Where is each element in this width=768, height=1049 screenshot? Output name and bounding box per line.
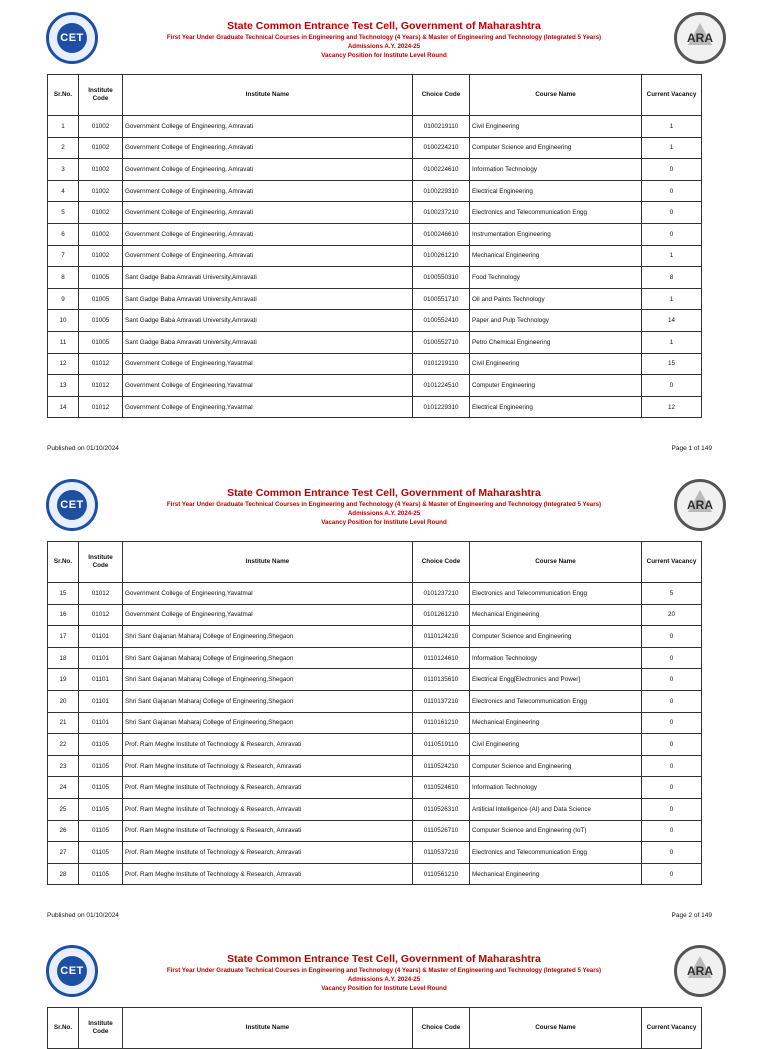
sr-no-cell: 6 xyxy=(48,223,79,245)
header-vacancy-title: Vacancy Position for Institute Level Round xyxy=(321,985,447,992)
page-number: Page 1 of 149 xyxy=(671,445,712,452)
institute-code-cell: 01105 xyxy=(79,734,123,756)
table-header-row xyxy=(48,75,702,116)
vacancy-table xyxy=(47,541,702,885)
col-institute-name: Institute Name xyxy=(123,542,413,583)
header-title: State Common Entrance Test Cell, Government of Maharashtra xyxy=(227,953,541,965)
header-titles xyxy=(110,20,658,60)
table-row xyxy=(48,245,702,267)
choice-code-cell: 0100550310 xyxy=(413,267,470,289)
course-name-cell: Electrical Engg[Electronics and Power] xyxy=(470,669,642,691)
cet-logo xyxy=(46,12,98,64)
choice-code-cell: 0100261210 xyxy=(413,245,470,267)
institute-name-cell: Shri Sant Gajanan Maharaj College of Engineering,Shegaon xyxy=(123,647,413,669)
cet-logo-mark: CET xyxy=(57,956,87,986)
sr-no-cell: 27 xyxy=(48,842,79,864)
choice-code-cell: 0110537210 xyxy=(413,842,470,864)
col-choice-code: Choice Code xyxy=(413,1008,470,1049)
institute-code-cell: 01002 xyxy=(79,245,123,267)
sr-no-cell: 26 xyxy=(48,820,79,842)
institute-name-cell: Government College of Engineering, Amravati xyxy=(123,223,413,245)
choice-code-cell: 0110124610 xyxy=(413,647,470,669)
ara-logo xyxy=(674,479,726,531)
sr-no-cell: 22 xyxy=(48,734,79,756)
course-name-cell: Civil Engineering xyxy=(470,353,642,375)
choice-code-cell: 0110124210 xyxy=(413,626,470,648)
header-vacancy-title: Vacancy Position for Institute Level Round xyxy=(321,52,447,59)
vacancy-cell: 0 xyxy=(642,820,702,842)
published-date: Published on 01/10/2024 xyxy=(47,445,119,452)
course-name-cell: Civil Engineering xyxy=(470,734,642,756)
institute-code-cell: 01002 xyxy=(79,223,123,245)
institute-name-cell: Sant Gadge Baba Amravati University,Amravati xyxy=(123,288,413,310)
table-row xyxy=(48,223,702,245)
choice-code-cell: 0110135610 xyxy=(413,669,470,691)
course-name-cell: Electrical Engineering xyxy=(470,396,642,418)
course-name-cell: Electrical Engineering xyxy=(470,180,642,202)
choice-code-cell: 0110526710 xyxy=(413,820,470,842)
course-name-cell: Oil and Paints Technology xyxy=(470,288,642,310)
institute-name-cell: Shri Sant Gajanan Maharaj College of Engineering,Shegaon xyxy=(123,669,413,691)
course-name-cell: Electronics and Telecommunication Engg xyxy=(470,842,642,864)
vacancy-cell: 0 xyxy=(642,842,702,864)
vacancy-cell: 1 xyxy=(642,331,702,353)
institute-name-cell: Prof. Ram Meghe Institute of Technology & Research, Amravati xyxy=(123,777,413,799)
cet-logo-mark: CET xyxy=(57,23,87,53)
page-number: Page 2 of 149 xyxy=(671,912,712,919)
institute-name-cell: Prof. Ram Meghe Institute of Technology & Research, Amravati xyxy=(123,863,413,885)
vacancy-cell: 8 xyxy=(642,267,702,289)
header-subtitle: First Year Under Graduate Technical Courses in Engineering and Technology (4 Years) & Master of Engineering and Technology (Integrated 5 Years) xyxy=(166,967,602,974)
course-name-cell: Mechanical Engineering xyxy=(470,863,642,885)
choice-code-cell: 0101237210 xyxy=(413,583,470,605)
choice-code-cell: 0100246610 xyxy=(413,223,470,245)
published-date: Published on 01/10/2024 xyxy=(47,912,119,919)
sr-no-cell: 24 xyxy=(48,777,79,799)
institute-name-cell: Shri Sant Gajanan Maharaj College of Engineering,Shegaon xyxy=(123,626,413,648)
course-name-cell: Computer Science and Engineering (IoT) xyxy=(470,820,642,842)
header-admissions: Admissions A.Y. 2024-25 xyxy=(347,43,421,50)
sr-no-cell: 25 xyxy=(48,798,79,820)
vacancy-cell: 14 xyxy=(642,310,702,332)
table-row xyxy=(48,353,702,375)
table-row xyxy=(48,396,702,418)
institute-code-cell: 01002 xyxy=(79,116,123,138)
table-header-row xyxy=(48,1008,702,1049)
table-row xyxy=(48,583,702,605)
sr-no-cell: 12 xyxy=(48,353,79,375)
institute-code-cell: 01005 xyxy=(79,331,123,353)
institute-code-cell: 01105 xyxy=(79,777,123,799)
table-row xyxy=(48,626,702,648)
institute-code-cell: 01005 xyxy=(79,288,123,310)
choice-code-cell: 0110524610 xyxy=(413,777,470,799)
table-row xyxy=(48,734,702,756)
institute-name-cell: Government College of Engineering, Amravati xyxy=(123,137,413,159)
course-name-cell: Mechanical Engineering xyxy=(470,245,642,267)
vacancy-cell: 0 xyxy=(642,712,702,734)
sr-no-cell: 5 xyxy=(48,202,79,224)
ara-logo-mark: ARA xyxy=(687,31,713,45)
header-titles xyxy=(110,487,658,527)
vacancy-cell: 0 xyxy=(642,159,702,181)
choice-code-cell: 0100552710 xyxy=(413,331,470,353)
course-name-cell: Information Technology xyxy=(470,777,642,799)
table-row xyxy=(48,180,702,202)
institute-code-cell: 01101 xyxy=(79,669,123,691)
col-institute-code: Institute Code xyxy=(79,1008,123,1049)
institute-name-cell: Government College of Engineering, Amravati xyxy=(123,245,413,267)
sr-no-cell: 13 xyxy=(48,375,79,397)
table-row xyxy=(48,375,702,397)
col-current-vacancy: Current Vacancy xyxy=(642,542,702,583)
vacancy-table xyxy=(47,74,702,418)
choice-code-cell: 0100224210 xyxy=(413,137,470,159)
table-row xyxy=(48,288,702,310)
institute-code-cell: 01105 xyxy=(79,863,123,885)
sr-no-cell: 1 xyxy=(48,116,79,138)
document-page-2 xyxy=(0,467,768,919)
institute-code-cell: 01101 xyxy=(79,626,123,648)
sr-no-cell: 3 xyxy=(48,159,79,181)
ara-logo xyxy=(674,12,726,64)
course-name-cell: Computer Science and Engineering xyxy=(470,755,642,777)
institute-name-cell: Government College of Engineering, Amravati xyxy=(123,202,413,224)
header-vacancy-title: Vacancy Position for Institute Level Round xyxy=(321,519,447,526)
header-admissions: Admissions A.Y. 2024-25 xyxy=(347,510,421,517)
table-row xyxy=(48,604,702,626)
institute-name-cell: Government College of Engineering,Yavatmal xyxy=(123,353,413,375)
table-row xyxy=(48,690,702,712)
institute-code-cell: 01101 xyxy=(79,690,123,712)
page-header xyxy=(0,467,768,537)
sr-no-cell: 8 xyxy=(48,267,79,289)
col-current-vacancy: Current Vacancy xyxy=(642,75,702,116)
table-row xyxy=(48,820,702,842)
institute-code-cell: 01012 xyxy=(79,583,123,605)
course-name-cell: Electronics and Telecommunication Engg xyxy=(470,583,642,605)
document-page-3 xyxy=(0,933,768,1035)
vacancy-cell: 0 xyxy=(642,863,702,885)
table-row xyxy=(48,842,702,864)
col-current-vacancy: Current Vacancy xyxy=(642,1008,702,1049)
institute-name-cell: Government College of Engineering, Amravati xyxy=(123,180,413,202)
table-row xyxy=(48,755,702,777)
institute-name-cell: Prof. Ram Meghe Institute of Technology & Research, Amravati xyxy=(123,842,413,864)
col-sr-no: Sr.No. xyxy=(48,542,79,583)
col-choice-code: Choice Code xyxy=(413,542,470,583)
sr-no-cell: 4 xyxy=(48,180,79,202)
course-name-cell: Paper and Pulp Technology xyxy=(470,310,642,332)
header-subtitle: First Year Under Graduate Technical Courses in Engineering and Technology (4 Years) & Master of Engineering and Technology (Integrated 5 Years) xyxy=(166,501,602,508)
sr-no-cell: 18 xyxy=(48,647,79,669)
sr-no-cell: 16 xyxy=(48,604,79,626)
table-body xyxy=(48,583,702,885)
institute-code-cell: 01005 xyxy=(79,267,123,289)
course-name-cell: Food Technology xyxy=(470,267,642,289)
vacancy-cell: 15 xyxy=(642,353,702,375)
institute-name-cell: Government College of Engineering,Yavatmal xyxy=(123,375,413,397)
vacancy-cell: 5 xyxy=(642,583,702,605)
table-row xyxy=(48,159,702,181)
institute-name-cell: Government College of Engineering,Yavatmal xyxy=(123,583,413,605)
institute-name-cell: Prof. Ram Meghe Institute of Technology & Research, Amravati xyxy=(123,820,413,842)
choice-code-cell: 0110137210 xyxy=(413,690,470,712)
institute-name-cell: Prof. Ram Meghe Institute of Technology & Research, Amravati xyxy=(123,798,413,820)
choice-code-cell: 0100237210 xyxy=(413,202,470,224)
vacancy-cell: 0 xyxy=(642,180,702,202)
table-header-row xyxy=(48,542,702,583)
vacancy-table xyxy=(47,1007,702,1049)
institute-name-cell: Prof. Ram Meghe Institute of Technology & Research, Amravati xyxy=(123,755,413,777)
institute-code-cell: 01105 xyxy=(79,755,123,777)
choice-code-cell: 0101224510 xyxy=(413,375,470,397)
institute-code-cell: 01101 xyxy=(79,647,123,669)
choice-code-cell: 0101219110 xyxy=(413,353,470,375)
sr-no-cell: 23 xyxy=(48,755,79,777)
table-row xyxy=(48,647,702,669)
sr-no-cell: 7 xyxy=(48,245,79,267)
institute-code-cell: 01101 xyxy=(79,712,123,734)
table-row xyxy=(48,310,702,332)
sr-no-cell: 2 xyxy=(48,137,79,159)
choice-code-cell: 0100224610 xyxy=(413,159,470,181)
col-institute-name: Institute Name xyxy=(123,1008,413,1049)
table-row xyxy=(48,863,702,885)
vacancy-cell: 1 xyxy=(642,245,702,267)
institute-code-cell: 01002 xyxy=(79,202,123,224)
vacancy-cell: 0 xyxy=(642,734,702,756)
table-row xyxy=(48,137,702,159)
institute-name-cell: Government College of Engineering, Amravati xyxy=(123,116,413,138)
institute-code-cell: 01012 xyxy=(79,604,123,626)
header-title: State Common Entrance Test Cell, Government of Maharashtra xyxy=(227,487,541,499)
col-course-name: Course Name xyxy=(470,75,642,116)
col-institute-name: Institute Name xyxy=(123,75,413,116)
col-choice-code: Choice Code xyxy=(413,75,470,116)
course-name-cell: Instrumentation Engineering xyxy=(470,223,642,245)
table-row xyxy=(48,798,702,820)
institute-name-cell: Government College of Engineering, Amravati xyxy=(123,159,413,181)
choice-code-cell: 0100219110 xyxy=(413,116,470,138)
choice-code-cell: 0110526310 xyxy=(413,798,470,820)
choice-code-cell: 0110561210 xyxy=(413,863,470,885)
sr-no-cell: 9 xyxy=(48,288,79,310)
ara-logo xyxy=(674,945,726,997)
course-name-cell: Mechanical Engineering xyxy=(470,604,642,626)
vacancy-cell: 1 xyxy=(642,288,702,310)
col-sr-no: Sr.No. xyxy=(48,1008,79,1049)
course-name-cell: Electronics and Telecommunication Engg xyxy=(470,690,642,712)
vacancy-cell: 1 xyxy=(642,116,702,138)
institute-code-cell: 01105 xyxy=(79,842,123,864)
choice-code-cell: 0110524210 xyxy=(413,755,470,777)
course-name-cell: Computer Science and Engineering xyxy=(470,137,642,159)
institute-code-cell: 01002 xyxy=(79,159,123,181)
institute-name-cell: Government College of Engineering,Yavatmal xyxy=(123,396,413,418)
header-admissions: Admissions A.Y. 2024-25 xyxy=(347,976,421,983)
course-name-cell: Information Technology xyxy=(470,647,642,669)
header-title: State Common Entrance Test Cell, Government of Maharashtra xyxy=(227,20,541,32)
sr-no-cell: 28 xyxy=(48,863,79,885)
institute-code-cell: 01002 xyxy=(79,137,123,159)
table-row xyxy=(48,712,702,734)
institute-code-cell: 01012 xyxy=(79,375,123,397)
institute-name-cell: Sant Gadge Baba Amravati University,Amravati xyxy=(123,331,413,353)
institute-name-cell: Government College of Engineering,Yavatmal xyxy=(123,604,413,626)
choice-code-cell: 0100552410 xyxy=(413,310,470,332)
institute-code-cell: 01012 xyxy=(79,353,123,375)
course-name-cell: Computer Engineering xyxy=(470,375,642,397)
sr-no-cell: 19 xyxy=(48,669,79,691)
table-row xyxy=(48,116,702,138)
choice-code-cell: 0100229310 xyxy=(413,180,470,202)
col-course-name: Course Name xyxy=(470,542,642,583)
sr-no-cell: 10 xyxy=(48,310,79,332)
col-sr-no: Sr.No. xyxy=(48,75,79,116)
course-name-cell: Civil Engineering xyxy=(470,116,642,138)
page-header xyxy=(0,0,768,70)
institute-name-cell: Prof. Ram Meghe Institute of Technology & Research, Amravati xyxy=(123,734,413,756)
institute-code-cell: 01002 xyxy=(79,180,123,202)
institute-code-cell: 01105 xyxy=(79,798,123,820)
vacancy-cell: 0 xyxy=(642,223,702,245)
ara-logo-mark: ARA xyxy=(687,498,713,512)
course-name-cell: Petro Chemical Engineering xyxy=(470,331,642,353)
document-page-1 xyxy=(0,0,768,452)
col-institute-code: Institute Code xyxy=(79,75,123,116)
choice-code-cell: 0100551710 xyxy=(413,288,470,310)
course-name-cell: Electronics and Telecommunication Engg xyxy=(470,202,642,224)
choice-code-cell: 0110519110 xyxy=(413,734,470,756)
header-titles xyxy=(110,953,658,993)
institute-name-cell: Sant Gadge Baba Amravati University,Amravati xyxy=(123,267,413,289)
vacancy-cell: 0 xyxy=(642,669,702,691)
col-institute-code: Institute Code xyxy=(79,542,123,583)
choice-code-cell: 0101261210 xyxy=(413,604,470,626)
cet-logo xyxy=(46,479,98,531)
vacancy-cell: 0 xyxy=(642,647,702,669)
col-course-name: Course Name xyxy=(470,1008,642,1049)
vacancy-cell: 0 xyxy=(642,202,702,224)
cet-logo xyxy=(46,945,98,997)
institute-name-cell: Sant Gadge Baba Amravati University,Amravati xyxy=(123,310,413,332)
sr-no-cell: 11 xyxy=(48,331,79,353)
table-row xyxy=(48,331,702,353)
sr-no-cell: 14 xyxy=(48,396,79,418)
table-row xyxy=(48,202,702,224)
ara-logo-mark: ARA xyxy=(687,964,713,978)
institute-name-cell: Shri Sant Gajanan Maharaj College of Engineering,Shegaon xyxy=(123,690,413,712)
choice-code-cell: 0110161210 xyxy=(413,712,470,734)
vacancy-cell: 0 xyxy=(642,690,702,712)
vacancy-cell: 1 xyxy=(642,137,702,159)
table-row xyxy=(48,777,702,799)
table-row xyxy=(48,669,702,691)
vacancy-cell: 0 xyxy=(642,777,702,799)
institute-code-cell: 01005 xyxy=(79,310,123,332)
institute-name-cell: Shri Sant Gajanan Maharaj College of Engineering,Shegaon xyxy=(123,712,413,734)
vacancy-cell: 0 xyxy=(642,798,702,820)
course-name-cell: Mechanical Engineering xyxy=(470,712,642,734)
table-body xyxy=(48,116,702,418)
institute-code-cell: 01012 xyxy=(79,396,123,418)
header-subtitle: First Year Under Graduate Technical Courses in Engineering and Technology (4 Years) & Master of Engineering and Technology (Integrated 5 Years) xyxy=(166,34,602,41)
vacancy-cell: 0 xyxy=(642,755,702,777)
sr-no-cell: 17 xyxy=(48,626,79,648)
page-header xyxy=(0,933,768,1003)
cet-logo-mark: CET xyxy=(57,490,87,520)
course-name-cell: Artificial Intelligence (AI) and Data Science xyxy=(470,798,642,820)
vacancy-cell: 12 xyxy=(642,396,702,418)
vacancy-cell: 0 xyxy=(642,626,702,648)
vacancy-cell: 0 xyxy=(642,375,702,397)
choice-code-cell: 0101229310 xyxy=(413,396,470,418)
sr-no-cell: 15 xyxy=(48,583,79,605)
institute-code-cell: 01105 xyxy=(79,820,123,842)
course-name-cell: Computer Science and Engineering xyxy=(470,626,642,648)
vacancy-cell: 20 xyxy=(642,604,702,626)
sr-no-cell: 21 xyxy=(48,712,79,734)
course-name-cell: Information Technology xyxy=(470,159,642,181)
sr-no-cell: 20 xyxy=(48,690,79,712)
table-row xyxy=(48,267,702,289)
